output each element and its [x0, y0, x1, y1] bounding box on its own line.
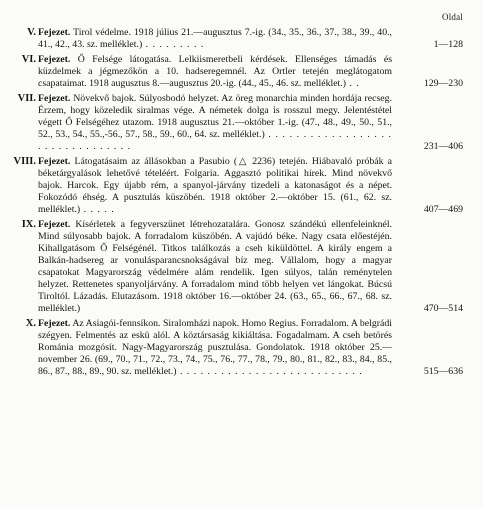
- page-range: 470—514: [423, 303, 463, 314]
- chapter-number: X.: [25, 318, 36, 329]
- chapter-title: Fejezet.: [38, 93, 71, 104]
- chapter-text: Tirol védelme. 1918 július 21.—augusztus 7.-ig. (34., 35., 36., 37., 38., 39., 40., 41., 42., 43. sz. melléklet.): [38, 27, 392, 50]
- chapter-text: Ő Felsége látogatása. Lelkiismeretbeli kérdések. Ellenséges támadás és küzdelmek a jégmezőkön a 10. hadseregemnél. Az Ortler tetején meglátogatom csapataimat. 1918 augusztus 8.—augusztus 20.-ig. (44., 45., 46. sz. melléklet.): [38, 54, 393, 89]
- toc-entry-5: [0, 27, 483, 51]
- page-column-header: Oldal: [442, 12, 463, 22]
- toc-entry-8: [0, 156, 483, 216]
- chapter-number: VI.: [21, 54, 36, 65]
- dot-leader: . . . . . . . . . . . . . . . . . . . . . . . . . . . . . . . .: [38, 129, 392, 152]
- chapter-text: Látogatásaim az állásokban a Pasubio (△ 2236) tetején. Hiábavaló próbák a béketárgyalások lehetővé tételéért. Folgaria. Aggasztó politikai hírek. Mind növekvő bajok. Harcok. Egy újabb rém, a spanyol-járvány tizedeli a katonaságot és a népet. Fokozódó éhség. A pusztulás küszöbén. 1918 október 2.—október 15. (61., 62. sz. melléklet.): [38, 156, 392, 215]
- chapter-description: [38, 93, 392, 153]
- chapter-description: [38, 156, 392, 216]
- dot-leader: . . . . .: [80, 204, 115, 215]
- dot-leader: . .: [346, 78, 360, 89]
- toc-entry-10: [0, 318, 483, 378]
- chapter-number: IX.: [21, 219, 36, 230]
- chapter-text: Kísérletek a fegyverszünet létrehozatalára. Gonosz szándékú ellenfeleinknél. Mind súlyosabb bajok. A forradalom küszöbén. A vajúdó béke. Nagy csata előestéjén. Kihallgatásom Ő Felségénél. Titkos találkozás a cseh kiküldöttel. A király engem a Balkán-hadsereg ar vonulásparancsnokságával bíz meg. Vállalom, hogy a magyar csapatokat Magyarország védelmére alám rendelik. Igen súlyos, talán reménytelen helyzet. Rettenetes spanyoljárvány. A forradalom mind több helyen vet lángokat. Búcsú Tiroltól. Lázadás. Elutazásom. 1918 október 16.—október 24. (63., 65., 66., 67., 68. sz. melléklet.): [38, 219, 392, 314]
- toc-entries: [0, 27, 483, 381]
- toc-entry-6: [0, 54, 483, 90]
- page-range: 129—230: [423, 78, 463, 89]
- chapter-description: [38, 219, 392, 315]
- chapter-title: Fejezet.: [38, 27, 71, 38]
- page-range: 515—636: [423, 366, 463, 377]
- dot-leader: . . . . . . . . . . . . . . . . . . . . . . . . . . .: [176, 366, 363, 377]
- chapter-text: Növekvő bajok. Súlyosbodó helyzet. Az öreg monarchia minden hordája recseg. Érzem, hogy közeledik siralmas vége. A németek dolga is rosszul megy. Jelentéstétel végett Ő Felségéhez utazom. 1918 augusztus 21.—október 1.-ig. (47., 48., 49., 50., 51., 52., 53., 54., 55.,-56., 57., 58., 59., 60., 64. sz. melléklet.): [38, 93, 393, 140]
- page-range: 231—406: [423, 141, 463, 152]
- chapter-title: Fejezet.: [38, 219, 71, 230]
- page-range: 1—128: [433, 39, 463, 50]
- toc-entry-7: [0, 93, 483, 153]
- chapter-title: Fejezet.: [38, 156, 71, 167]
- chapter-description: [38, 318, 392, 378]
- chapter-number: V.: [27, 27, 36, 38]
- chapter-text: Az Asiagói-fennsíkon. Siralomházi napok. Homo Regius. Forradalom. A belgrádi szégyen. Felmentés az eskü alól. A köztársaság kikiáltása. Fogadalmam. A cseh betörés Románia mozgósít. Nagy-Magyarország pusztulása. Gondolatok. 1918 október 25.—november 26. (69., 70., 71., 72., 73., 74., 75., 76., 77., 78., 79., 80., 81., 82., 83., 84., 85., 86., 87., 88., 89., 90. sz. melléklet.): [38, 318, 392, 377]
- dot-leader: . . . . . . . . .: [142, 39, 205, 50]
- chapter-title: Fejezet.: [38, 318, 71, 329]
- chapter-title: Fejezet.: [38, 54, 71, 65]
- page-range: 407—469: [423, 204, 463, 215]
- toc-entry-9: [0, 219, 483, 315]
- chapter-number: VIII.: [13, 156, 36, 167]
- chapter-number: VII.: [17, 93, 36, 104]
- chapter-description: [38, 27, 392, 51]
- chapter-description: [38, 54, 392, 90]
